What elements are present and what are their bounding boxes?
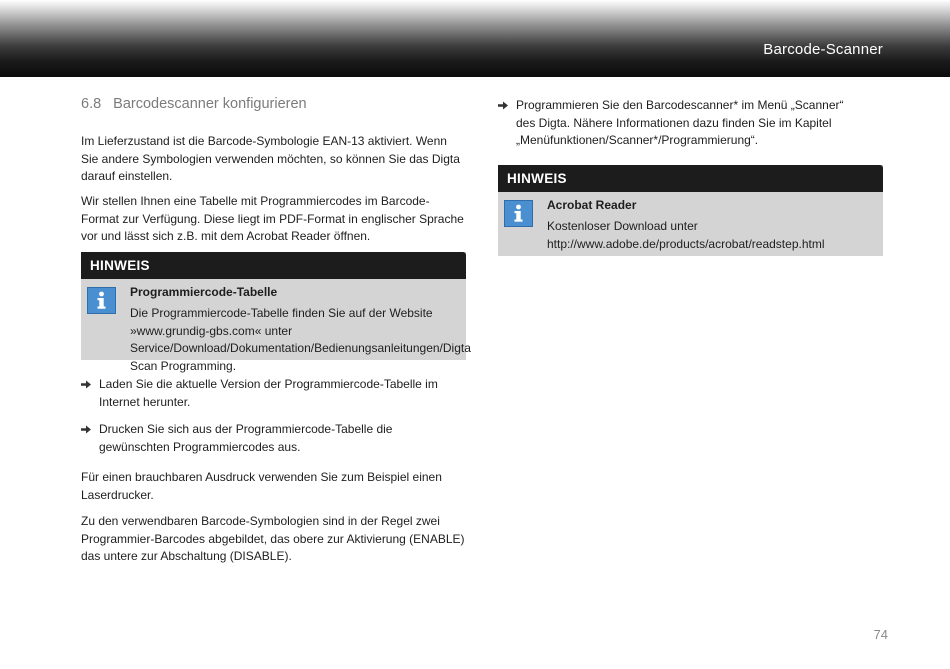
page-number: 74	[873, 627, 888, 642]
info-icon	[504, 200, 533, 227]
note-subtitle: Programmiercode-Tabelle	[130, 285, 278, 299]
note-subtitle: Acrobat Reader	[547, 198, 637, 212]
paragraph-symbologies: Zu den verwendbaren Barcode-Symbologien sind in der Regel zwei Programmier-Barcodes abgebildet, das obere zur Aktivierung (ENABLE) das untere zur Abschaltung (DISABLE).	[81, 514, 465, 563]
paragraph-intro: Im Lieferzustand ist die Barcode-Symbologie EAN-13 aktiviert. Wenn Sie andere Symbologien verwenden möchten, so können Sie das Digta darauf einstellen.	[81, 134, 460, 183]
page-header	[0, 0, 950, 77]
note-box-acrobat	[498, 165, 883, 256]
bullet-item	[81, 421, 461, 456]
section-number: 6.8	[81, 96, 102, 112]
bullet-item	[81, 376, 461, 411]
note-text: Die Programmiercode-Tabelle finden Sie auf der Website »www.grundig-gbs.com« unter Service/Download/Dokumentation/Bedienungsanleitungen/Digta Scan Programming.	[130, 306, 471, 373]
arrow-right-icon	[81, 380, 91, 389]
section-title	[81, 96, 307, 112]
paragraph-table-info: Wir stellen Ihnen eine Tabelle mit Programmiercodes im Barcode-Format zur Verfügung. Diese liegt im PDF-Format in englischer Sprache vor und lässt sich z.B. mit dem Acrobat Reader öffnen.	[81, 194, 464, 243]
info-icon	[87, 287, 116, 314]
note-header: HINWEIS	[81, 252, 466, 279]
header-title: Barcode-Scanner	[763, 41, 883, 58]
bullet-text: Laden Sie die aktuelle Version der Programmiercode-Tabelle im Internet herunter.	[99, 377, 438, 409]
info-icon-glyph	[88, 288, 115, 313]
bullet-text: Drucken Sie sich aus der Programmiercode-Tabelle die gewünschten Programmiercodes aus.	[99, 422, 393, 454]
paragraph-printer: Für einen brauchbaren Ausdruck verwenden Sie zum Beispiel einen Laserdrucker.	[81, 470, 442, 502]
arrow-right-icon	[498, 101, 508, 110]
bullet-text: Programmieren Sie den Barcodescanner* im Menü „Scanner“ des Digta. Nähere Informationen dazu finden Sie im Kapitel „Menüfunktionen/Scanner*/Programmierung“.	[516, 98, 844, 147]
section-title-text: Barcodescanner konfigurieren	[113, 96, 307, 112]
note-header: HINWEIS	[498, 165, 883, 192]
bullet-item	[498, 97, 863, 150]
note-text: Kostenloser Download unter http://www.adobe.de/products/acrobat/readstep.html	[547, 219, 825, 251]
arrow-right-icon	[81, 425, 91, 434]
note-box-programmiercode	[81, 252, 471, 373]
info-icon-glyph	[505, 201, 532, 226]
